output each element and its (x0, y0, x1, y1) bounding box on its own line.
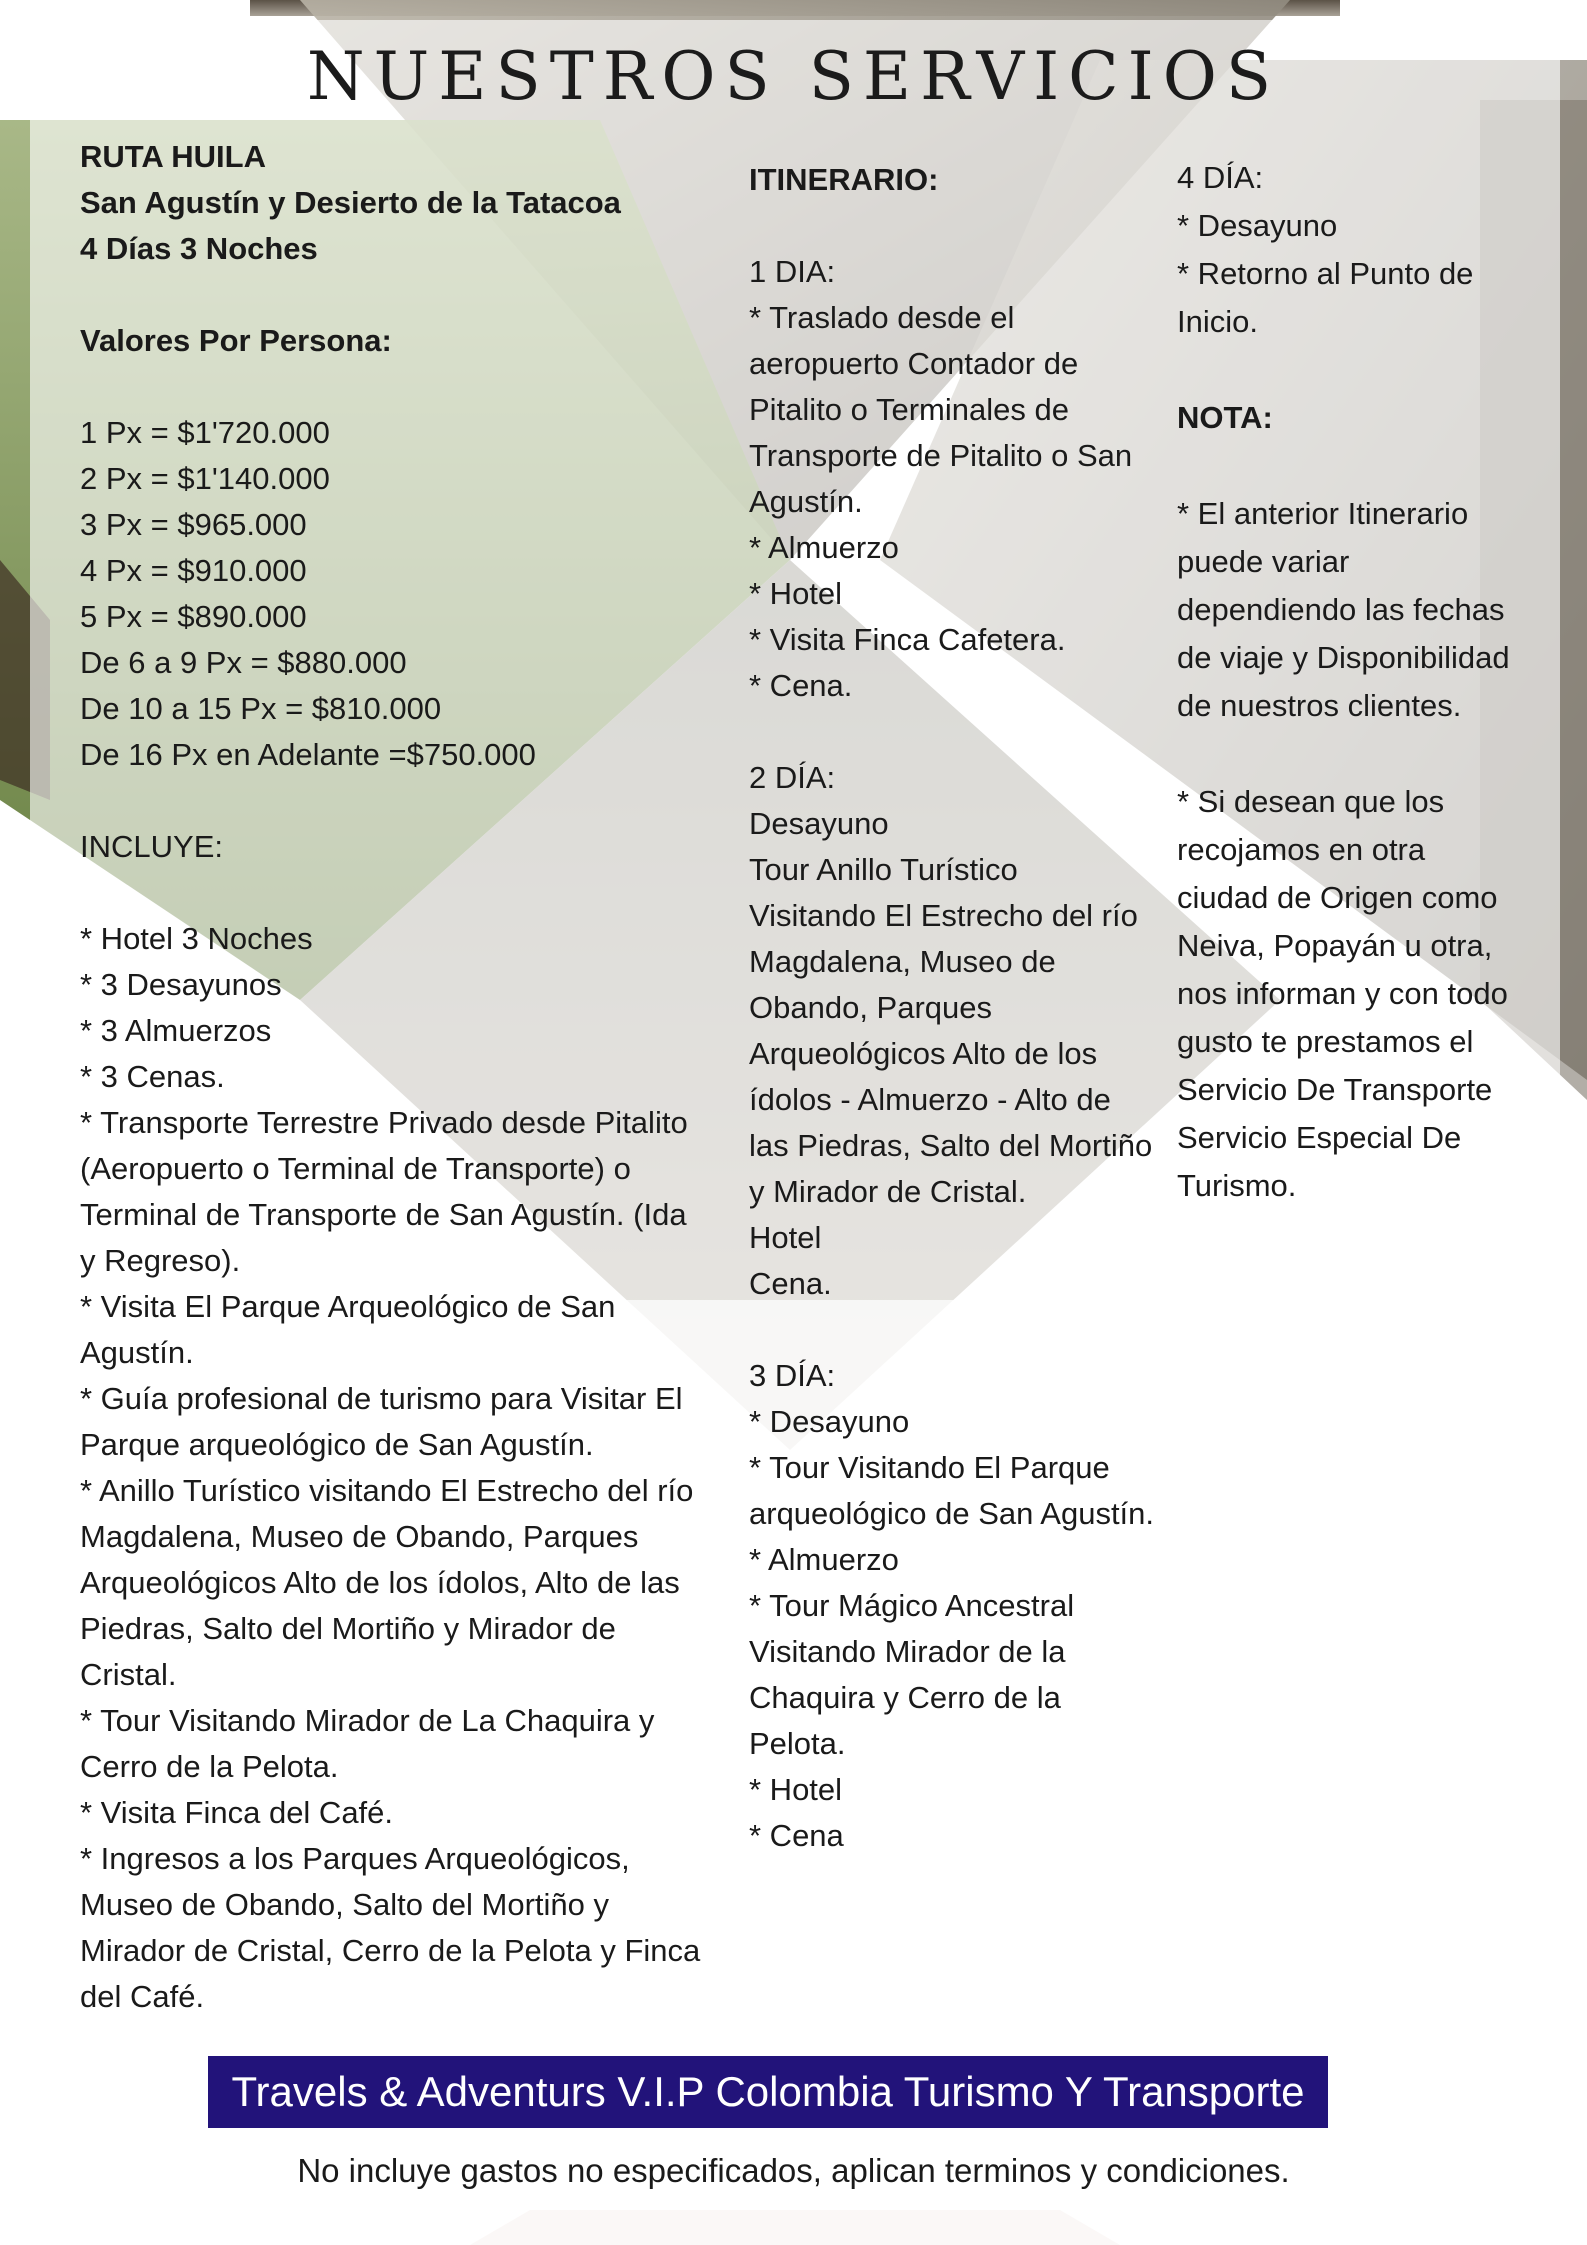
blank-line (1177, 730, 1557, 778)
page-title: NUESTROS SERVICIOS (306, 38, 1281, 115)
text-line: * Visita Finca Cafetera. (749, 622, 1066, 657)
text-line: * Hotel 3 Noches (80, 921, 313, 956)
text-line: Chaquira y Cerro de la (749, 1680, 1061, 1715)
text-line: recojamos en otra (1177, 832, 1426, 867)
text-line: Parque arqueológico de San Agustín. (80, 1427, 594, 1462)
text-line: * Hotel (749, 576, 843, 611)
blank-line (80, 778, 720, 824)
text-line: * Si desean que los (1177, 784, 1445, 819)
text-line: (Aeropuerto o Terminal de Transporte) o (80, 1151, 631, 1186)
text-line: 2 Px = $1'140.000 (80, 461, 330, 496)
text-line: * El anterior Itinerario (1177, 496, 1469, 531)
text-line: 4 DÍA: (1177, 160, 1264, 195)
text-line: 5 Px = $890.000 (80, 599, 307, 634)
text-line: * Desayuno (749, 1404, 910, 1439)
text-line: * Desayuno (1177, 208, 1338, 243)
text-line: Tour Anillo Turístico (749, 852, 1018, 887)
text-line: Arqueológicos Alto de los (749, 1036, 1098, 1071)
column-day4-and-notes (1177, 154, 1557, 1210)
blank-line (80, 364, 720, 410)
text-line: Hotel (749, 1220, 822, 1255)
text-line: de nuestros clientes. (1177, 688, 1462, 723)
text-line: Visitando El Estrecho del río (749, 898, 1138, 933)
heading-line: NOTA: (1177, 400, 1273, 435)
text-line: aeropuerto Contador de (749, 346, 1079, 381)
column-prices-and-includes (80, 134, 720, 2020)
text-line: * Hotel (749, 1772, 843, 1807)
text-line: * Cena. (749, 668, 853, 703)
text-line: INCLUYE: (80, 829, 223, 864)
blank-line (80, 870, 720, 916)
text-line: Piedras, Salto del Mortiño y Mirador de (80, 1611, 616, 1646)
text-line: y Mirador de Cristal. (749, 1174, 1027, 1209)
text-line: Arqueológicos Alto de los ídolos, Alto de las (80, 1565, 680, 1600)
text-line: * 3 Almuerzos (80, 1013, 272, 1048)
text-line: * Traslado desde el (749, 300, 1015, 335)
text-line: * Almuerzo (749, 530, 899, 565)
text-line: 4 Px = $910.000 (80, 553, 307, 588)
text-line: * Tour Mágico Ancestral (749, 1588, 1075, 1623)
blank-line (1177, 346, 1557, 394)
text-line: Servicio Especial De (1177, 1120, 1462, 1155)
text-line: arqueológico de San Agustín. (749, 1496, 1155, 1531)
text-line: Cristal. (80, 1657, 177, 1692)
text-line: * Almuerzo (749, 1542, 899, 1577)
text-line: 3 Px = $965.000 (80, 507, 307, 542)
text-line: * Tour Visitando El Parque (749, 1450, 1110, 1485)
text-line: ídolos - Almuerzo - Alto de (749, 1082, 1111, 1117)
text-line: Agustín. (749, 484, 863, 519)
text-line: las Piedras, Salto del Mortiño (749, 1128, 1153, 1163)
text-line: Magdalena, Museo de Obando, Parques (80, 1519, 639, 1554)
heading-line: Valores Por Persona: (80, 323, 392, 358)
text-line: gusto te prestamos el (1177, 1024, 1474, 1059)
text-line: Pelota. (749, 1726, 846, 1761)
text-line: dependiendo las fechas (1177, 592, 1505, 627)
text-line: De 16 Px en Adelante =$750.000 (80, 737, 536, 772)
text-line: * Guía profesional de turismo para Visitar El (80, 1381, 683, 1416)
heading-line: 4 Días 3 Noches (80, 231, 318, 266)
heading-line: San Agustín y Desierto de la Tatacoa (80, 185, 621, 220)
text-line: De 6 a 9 Px = $880.000 (80, 645, 407, 680)
text-line: 3 DÍA: (749, 1358, 836, 1393)
text-line: de viaje y Disponibilidad (1177, 640, 1510, 675)
heading-line: ITINERARIO: (749, 162, 939, 197)
blank-line (749, 203, 1169, 249)
text-line: * Tour Visitando Mirador de La Chaquira y (80, 1703, 655, 1738)
blank-line (749, 1307, 1169, 1353)
text-line: * Retorno al Punto de (1177, 256, 1474, 291)
blank-line (749, 709, 1169, 755)
column-itinerary (749, 157, 1169, 1859)
text-line: De 10 a 15 Px = $810.000 (80, 691, 442, 726)
text-line: Desayuno (749, 806, 889, 841)
text-line: puede variar (1177, 544, 1350, 579)
text-line: y Regreso). (80, 1243, 241, 1278)
text-line: Transporte de Pitalito o San (749, 438, 1133, 473)
text-line: del Café. (80, 1979, 205, 2014)
text-line: * Visita El Parque Arqueológico de San (80, 1289, 616, 1324)
text-line: 1 Px = $1'720.000 (80, 415, 330, 450)
text-line: * Cena (749, 1818, 844, 1853)
text-line: * Transporte Terrestre Privado desde Pitalito (80, 1105, 688, 1140)
company-banner: Travels & Adventurs V.I.P Colombia Turismo Y Transporte (208, 2056, 1328, 2128)
text-line: Servicio De Transporte (1177, 1072, 1493, 1107)
text-line: * 3 Desayunos (80, 967, 282, 1002)
text-line: Agustín. (80, 1335, 194, 1370)
text-line: Museo de Obando, Salto del Mortiño y (80, 1887, 610, 1922)
text-line: Mirador de Cristal, Cerro de la Pelota y Finca (80, 1933, 701, 1968)
text-line: Cena. (749, 1266, 832, 1301)
text-line: 1 DIA: (749, 254, 836, 289)
text-line: Terminal de Transporte de San Agustín. (Ida (80, 1197, 687, 1232)
text-line: Obando, Parques (749, 990, 993, 1025)
blank-line (80, 272, 720, 318)
text-line: * 3 Cenas. (80, 1059, 225, 1094)
text-line: Visitando Mirador de la (749, 1634, 1066, 1669)
text-line: ciudad de Origen como (1177, 880, 1498, 915)
text-line: Pitalito o Terminales de (749, 392, 1069, 427)
text-line: * Ingresos a los Parques Arqueológicos, (80, 1841, 630, 1876)
heading-line: RUTA HUILA (80, 139, 266, 174)
footer-disclaimer: No incluye gastos no especificados, aplican terminos y condiciones. (297, 2152, 1290, 2189)
text-line: Magdalena, Museo de (749, 944, 1056, 979)
blank-line (1177, 442, 1557, 490)
text-line: 2 DÍA: (749, 760, 836, 795)
text-line: Inicio. (1177, 304, 1258, 339)
text-line: nos informan y con todo (1177, 976, 1508, 1011)
text-line: * Anillo Turístico visitando El Estrecho del río (80, 1473, 694, 1508)
text-line: Neiva, Popayán u otra, (1177, 928, 1493, 963)
text-line: Cerro de la Pelota. (80, 1749, 339, 1784)
text-line: Turismo. (1177, 1168, 1297, 1203)
text-line: * Visita Finca del Café. (80, 1795, 394, 1830)
